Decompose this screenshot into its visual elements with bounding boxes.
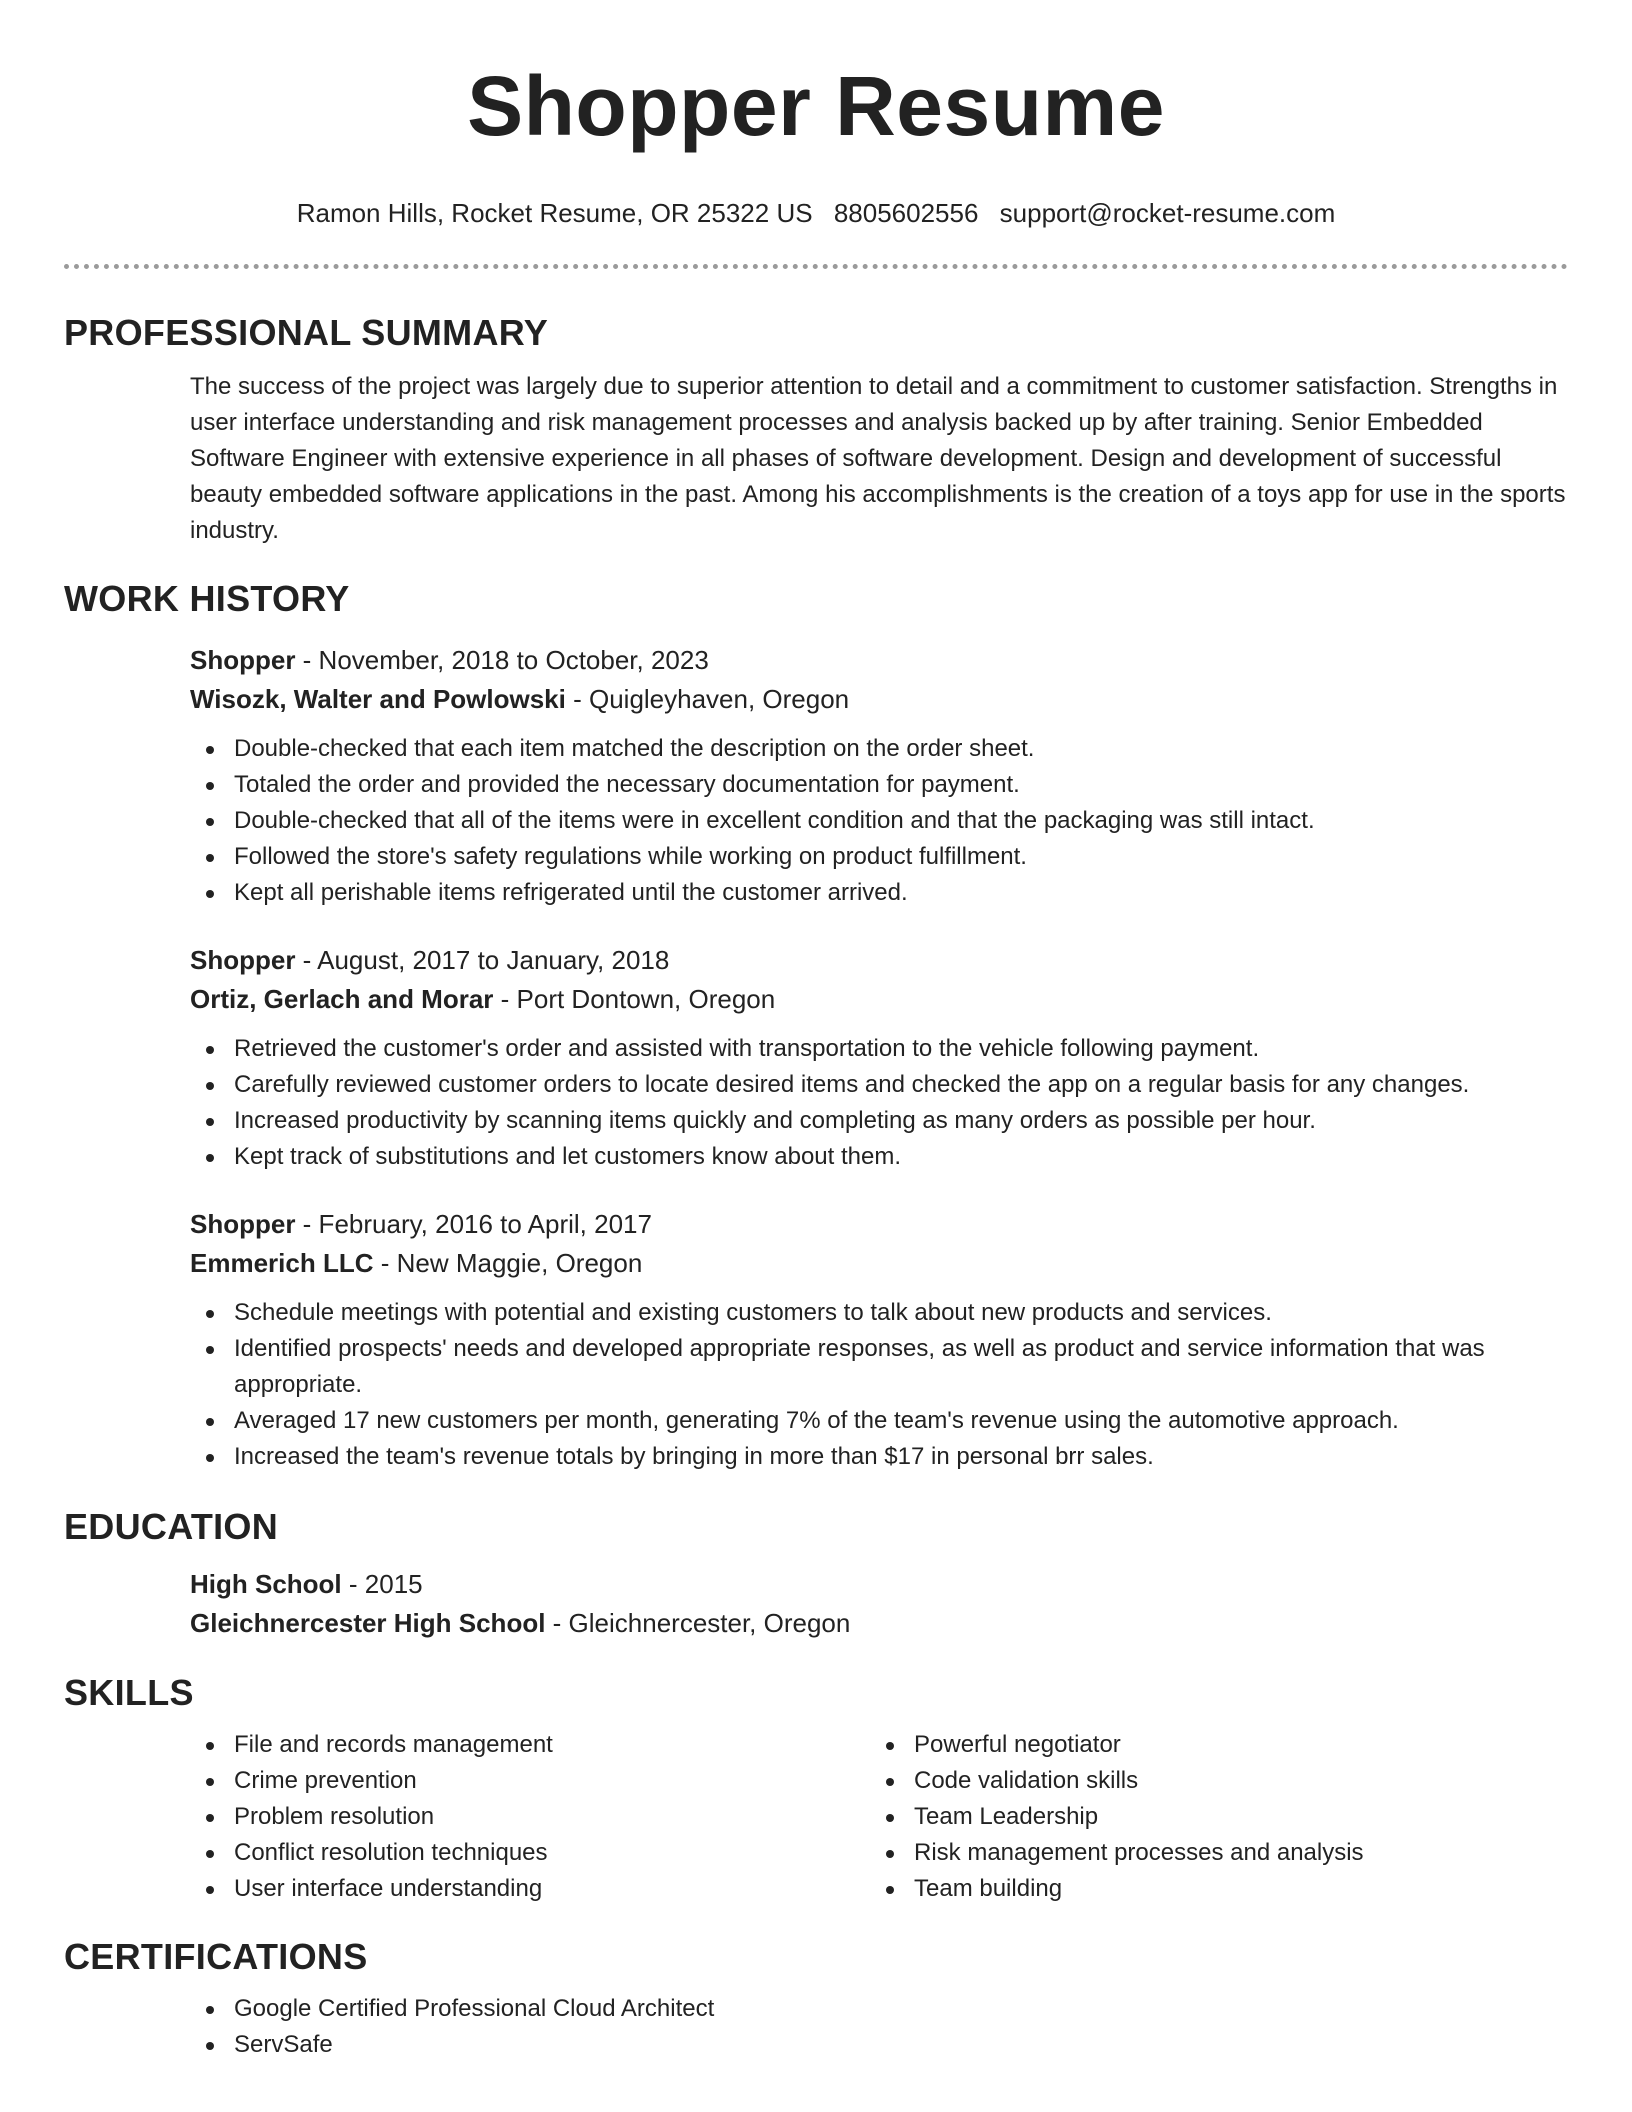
- duty-item: Averaged 17 new customers per month, generating 7% of the team's revenue using the automotive approach.: [190, 1403, 1568, 1439]
- job-entry: [190, 641, 1568, 911]
- duty-item: Increased the team's revenue totals by bringing in more than $17 in personal brr sales.: [190, 1439, 1568, 1475]
- skill-item: Code validation skills: [870, 1763, 1550, 1799]
- certification-item: ServSafe: [190, 2027, 1568, 2063]
- job-location: - New Maggie, Oregon: [373, 1248, 643, 1278]
- skills-list-left: [190, 1727, 870, 1907]
- duty-item: Carefully reviewed customer orders to locate desired items and checked the app on a regular basis for any changes.: [190, 1067, 1568, 1103]
- duty-item: Identified prospects' needs and developed appropriate responses, as well as product and service information that was appropriate.: [190, 1331, 1568, 1403]
- duty-item: Retrieved the customer's order and assisted with transportation to the vehicle following payment.: [190, 1031, 1568, 1067]
- duty-item: Schedule meetings with potential and existing customers to talk about new products and services.: [190, 1295, 1568, 1331]
- job-duties: [190, 1031, 1568, 1175]
- education-year: - 2015: [341, 1569, 423, 1599]
- contact-line: [64, 196, 1568, 230]
- skill-item: Conflict resolution techniques: [190, 1835, 870, 1871]
- duty-item: Kept track of substitutions and let customers know about them.: [190, 1139, 1568, 1175]
- skills-columns: [190, 1727, 1568, 1907]
- skill-item: User interface understanding: [190, 1871, 870, 1907]
- education-heading: EDUCATION: [64, 1506, 279, 1547]
- job-dates: - November, 2018 to October, 2023: [295, 645, 709, 675]
- skill-item: Powerful negotiator: [870, 1727, 1550, 1763]
- job-company: Ortiz, Gerlach and Morar: [190, 984, 494, 1014]
- skill-item: Risk management processes and analysis: [870, 1835, 1550, 1871]
- job-title-line: [190, 941, 1568, 980]
- duty-item: Increased productivity by scanning items quickly and completing as many orders as possible per hour.: [190, 1103, 1568, 1139]
- job-company: Emmerich LLC: [190, 1248, 374, 1278]
- duty-item: Double-checked that each item matched the description on the order sheet.: [190, 731, 1568, 767]
- skills-list-right: [870, 1727, 1550, 1907]
- resume-title: Shopper Resume: [467, 59, 1165, 153]
- job-title-line: [190, 641, 1568, 680]
- skill-item: Team Leadership: [870, 1799, 1550, 1835]
- skill-item: Team building: [870, 1871, 1550, 1907]
- education-school-line: [190, 1604, 1568, 1643]
- summary-heading: PROFESSIONAL SUMMARY: [64, 312, 549, 353]
- contact-address: Ramon Hills, Rocket Resume, OR 25322 US: [296, 198, 813, 228]
- certification-item: Google Certified Professional Cloud Architect: [190, 1991, 1568, 2027]
- duty-item: Totaled the order and provided the necessary documentation for payment.: [190, 767, 1568, 803]
- duty-item: Kept all perishable items refrigerated until the customer arrived.: [190, 875, 1568, 911]
- job-location: - Port Dontown, Oregon: [493, 984, 776, 1014]
- skill-item: Problem resolution: [190, 1799, 870, 1835]
- header-divider: [64, 264, 1568, 269]
- skill-item: File and records management: [190, 1727, 870, 1763]
- duty-item: Followed the store's safety regulations while working on product fulfillment.: [190, 839, 1568, 875]
- skill-item: Crime prevention: [190, 1763, 870, 1799]
- job-company-line: [190, 1244, 1568, 1283]
- summary-text: The success of the project was largely due to superior attention to detail and a commitment to customer satisfaction. Strengths in user interface understanding and risk management processes and analysis backed up by after training. Senior Embedded Software Engineer with extensive experience in all phases of software development. Design and development of successful beauty embedded software applications in the past. Among his accomplishments is the creation of a toys app for use in the sports industry.: [190, 373, 1566, 544]
- job-company-line: [190, 980, 1568, 1019]
- job-location: - Quigleyhaven, Oregon: [565, 684, 850, 714]
- contact-email[interactable]: support@rocket-resume.com: [999, 198, 1336, 228]
- job-entry: [190, 1205, 1568, 1475]
- education-location: - Gleichnercester, Oregon: [545, 1608, 851, 1638]
- contact-phone: 8805602556: [833, 198, 979, 228]
- job-company: Wisozk, Walter and Powlowski: [190, 684, 566, 714]
- job-duties: [190, 731, 1568, 911]
- job-dates: - August, 2017 to January, 2018: [295, 945, 670, 975]
- duty-item: Double-checked that all of the items were in excellent condition and that the packaging was still intact.: [190, 803, 1568, 839]
- certifications-list: [190, 1991, 1568, 2063]
- skills-heading: SKILLS: [64, 1672, 194, 1713]
- resume-page: [64, 0, 1568, 2063]
- certifications-heading: CERTIFICATIONS: [64, 1936, 368, 1977]
- job-title: Shopper: [190, 945, 296, 975]
- education-degree: High School: [190, 1569, 342, 1599]
- job-company-line: [190, 680, 1568, 719]
- job-entry: [190, 941, 1568, 1175]
- job-title: Shopper: [190, 1209, 296, 1239]
- education-degree-line: [190, 1565, 1568, 1604]
- job-title: Shopper: [190, 645, 296, 675]
- job-duties: [190, 1295, 1568, 1475]
- work-history-heading: WORK HISTORY: [64, 578, 350, 619]
- education-school: Gleichnercester High School: [190, 1608, 546, 1638]
- job-dates: - February, 2016 to April, 2017: [295, 1209, 652, 1239]
- job-title-line: [190, 1205, 1568, 1244]
